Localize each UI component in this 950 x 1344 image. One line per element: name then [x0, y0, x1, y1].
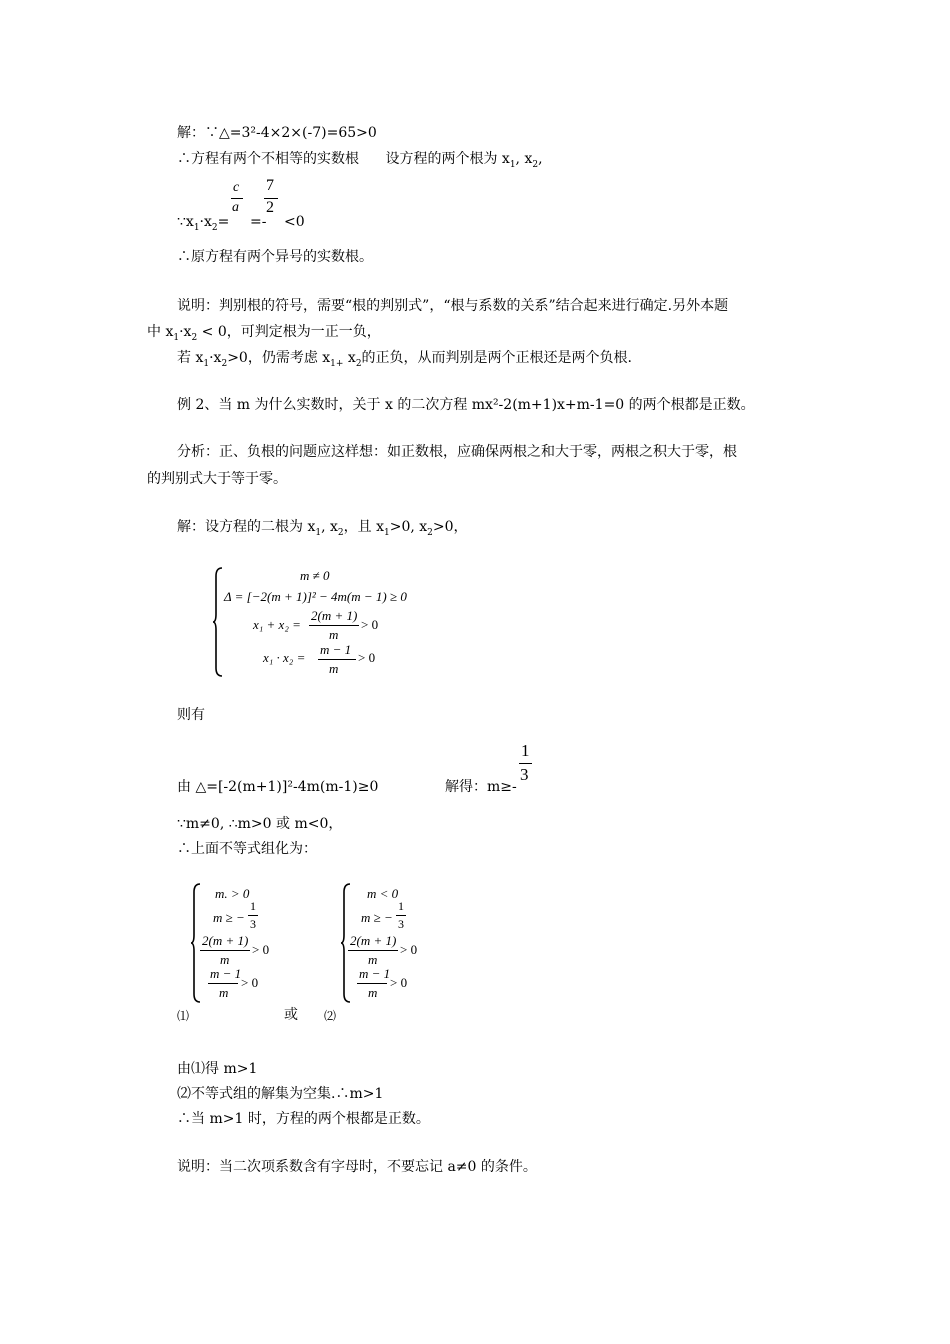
system2-row4-num: m − 1	[210, 966, 242, 981]
note-2: 说明：当二次项系数含有字母时，不要忘记 a≠0 的条件。	[177, 1159, 537, 1175]
system3-row2-den: 3	[398, 917, 404, 931]
system2-row4-den: m	[219, 985, 229, 1000]
system3-row4-num: m − 1	[359, 966, 391, 981]
frac-2: 2	[266, 199, 274, 216]
system3-row3-den: m	[368, 952, 378, 967]
system3-row3-rhs: > 0	[400, 942, 418, 957]
analysis-1: 分析：正、负根的问题应这样想：如正数根，应确保两根之和大于零，两根之积大于零，根	[177, 444, 737, 460]
system3-row1: m < 0	[367, 886, 399, 901]
note-1: 说明：判别根的符号，需要“根的判别式”，“根与系数的关系”结合起来进行确定.另外本题	[177, 298, 729, 314]
system1-row4-bar	[318, 659, 356, 660]
roots-assumption-text: 设方程的两个根为 x	[385, 151, 510, 167]
product-line: $\because x_1\cdot x_2=$	[177, 214, 230, 233]
left-brace-icon	[190, 882, 202, 1004]
system1-row3-bar	[309, 625, 359, 626]
system2-row4-bar	[208, 983, 238, 984]
product-label: ∵x	[177, 214, 194, 230]
system2-row4-rhs: > 0	[241, 975, 259, 990]
product-lt: <0	[284, 214, 305, 230]
note-1b: 中 $x_1\cdot x_2 < 0$，可判定根为一正一负，	[147, 324, 381, 343]
from-system-2: ⑵不等式组的解集为空集.∴m>1	[177, 1086, 384, 1102]
system2-row3-den: m	[220, 952, 230, 967]
system3-row4-rhs: > 0	[390, 975, 408, 990]
m-nonzero-line: ∵m≠0, ∴m>0 或 m<0，	[177, 816, 343, 832]
system3-row3-num: 2(m + 1)	[350, 933, 397, 948]
conclusion-1: ∴原方程有两个异号的实数根。	[177, 249, 373, 265]
from-system-1: 由⑴得 m>1	[177, 1061, 258, 1077]
frac-7: 7	[266, 177, 274, 194]
solution-line-1: 解：∵△=3²-4×2×(-7)=65>0	[177, 125, 377, 141]
system1-row2: Δ = [−2(m + 1)]² − 4m(m − 1) ≥ 0	[224, 589, 407, 604]
system3-row2-num: 1	[398, 899, 404, 913]
product-eq: =	[217, 214, 230, 230]
left-brace-icon	[212, 566, 224, 678]
solve-result: 解得：m≥-	[445, 779, 517, 795]
system3-row3-bar	[348, 950, 398, 951]
system-label-1: ⑴	[177, 1009, 190, 1023]
third-bar	[519, 763, 532, 764]
system3-row4-bar	[357, 983, 387, 984]
system1-row4-den: m	[329, 661, 339, 676]
system1-row3-lhs: x₁ + x₂ =	[253, 617, 301, 632]
system3-row4-den: m	[368, 985, 378, 1000]
two-distinct-roots-text: ∴方程有两个不相等的实数根	[177, 151, 359, 167]
system2-row3-bar	[200, 950, 250, 951]
system2-row1: m. > 0	[215, 886, 250, 901]
frac-bar-ca	[231, 198, 243, 199]
discriminant-line: 由 △=[-2(m+1)]²-4m(m-1)≥0	[177, 779, 379, 795]
system2-row2: m ≥ −	[213, 910, 245, 925]
system2-row2-bar	[248, 915, 258, 916]
system1-row4-lhs: x₁ · x₂ =	[263, 650, 306, 665]
note-1c: 若 $x_1\cdot x_2>0$，仍需考虑 $x_{1+}$ $x_2$的正负，从而判别是两个正根还是两个负根.	[177, 350, 632, 369]
system2-row3-num: 2(m + 1)	[202, 933, 249, 948]
or-word: 或	[284, 1007, 298, 1023]
third-numerator: 1	[521, 741, 530, 760]
system2-row2-den: 3	[250, 917, 256, 931]
third-denominator: 3	[520, 765, 529, 784]
system1-row4-rhs: > 0	[358, 650, 376, 665]
system2-row2-num: 1	[250, 899, 256, 913]
becomes-line: ∴上面不等式组化为：	[177, 841, 317, 857]
product-minus: =-	[250, 214, 267, 230]
system1-row4-num: m − 1	[320, 642, 352, 657]
system-label-2: ⑵	[324, 1009, 337, 1023]
system1-row1: m ≠ 0	[300, 568, 330, 583]
system3-row2-bar	[396, 915, 406, 916]
then-have: 则有	[177, 707, 205, 723]
frac-a: a	[232, 200, 239, 215]
analysis-2: 的判别式大于等于零。	[147, 471, 287, 487]
system1-row3-num: 2(m + 1)	[311, 608, 358, 623]
solution-2: 解：设方程的二根为 $x_1$, $x_2$，且 $x_1>0$, $x_2>0$，	[177, 519, 468, 538]
final-conclusion: ∴当 m>1 时，方程的两个根都是正数。	[177, 1111, 430, 1127]
example-2: 例 2、当 m 为什么实数时，关于 x 的二次方程 mx²-2(m+1)x+m-1=0 的两个根都是正数。	[177, 397, 755, 413]
system1-row3-rhs: > 0	[361, 617, 379, 632]
system3-row2: m ≥ −	[361, 910, 393, 925]
solution-line-2: ∴方程有两个不相等的实数根 设方程的两个根为 $x_1$, $x_2$,	[177, 151, 543, 170]
frac-c: c	[233, 180, 240, 195]
system1-row3-den: m	[329, 627, 339, 642]
system2-row3-rhs: > 0	[252, 942, 270, 957]
